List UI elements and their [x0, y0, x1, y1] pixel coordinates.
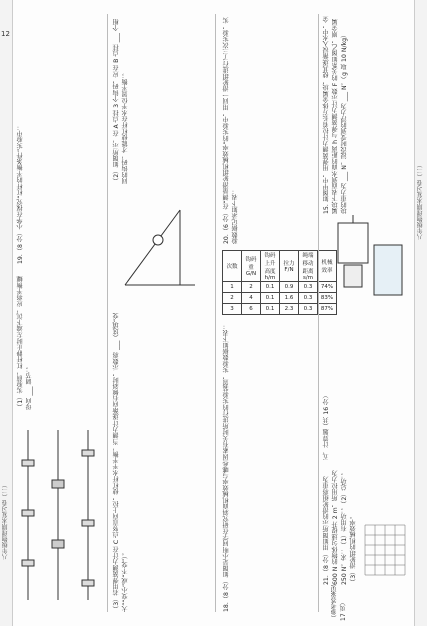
sidebar-right-title: 八年级物理期末复习卷（二）: [417, 162, 424, 240]
table-cell: 0.3: [299, 304, 318, 315]
table-header: 钩码上升高度 h/m: [261, 251, 280, 282]
table-cell: 3: [223, 304, 242, 315]
table-row: [223, 282, 337, 293]
sidebar-left: [0, 0, 13, 626]
column-3: [222, 14, 314, 244]
table-header-row: [223, 251, 337, 282]
table-cell: 0.1: [261, 304, 280, 315]
table-cell: 0.9: [280, 282, 299, 293]
column-text: （1）实验前，杠杆静止时左端下沉，应将平衡螺母向 ___ 调节；: [17, 275, 33, 410]
page-number: 12: [1, 30, 10, 38]
table-cell: 0.1: [261, 282, 280, 293]
column-text: 15. 如图甲中，用弹簧测力计拉着长方体金属块，使其逐渐浸入水中，金属块下表面到水面的距离 h 与弹簧测力计示数 F 的关系如图乙，则金属块的重力为 ___ N，浸没时受到的浮力为 ___ N。（g 取 10 N/kg）: [323, 16, 348, 214]
column-4b: [322, 310, 412, 460]
table-cell: 83%: [318, 293, 337, 304]
table-cell: 0.1: [261, 293, 280, 304]
table-cell: 1.6: [280, 293, 299, 304]
table-cell: 87%: [318, 304, 337, 315]
table-header: 钩码重 G/N: [242, 251, 261, 282]
column-text: 20.（6 分）在“测量滑轮组机械效率”的实验中，用同一滑轮组进行了三次实验，实验数据记录如下表：: [223, 17, 239, 244]
table-cell: 0.3: [299, 282, 318, 293]
column-text: 18.（8 分）如图是小明同学在研究斜面机械效率与哪些因素有关时所进行的实验装置，实验数据如下表：: [223, 323, 230, 612]
column-4: [322, 14, 412, 214]
column-text: 19.（8 分）小华在探究“杠杆的平衡条件”实验中：: [17, 124, 24, 264]
column-text: 五、计算题（共 16 分）: [323, 392, 330, 460]
table-cell: 6: [242, 304, 261, 315]
column-text: （3）若用弹簧测力计在 C 点竖直向上拉，使杠杆水平平衡，当测力计逐渐向右倾斜时，示数将 ___（选填“变大”“变小”或“不变”）。: [113, 312, 129, 612]
table-cell: 4: [242, 293, 261, 304]
spring-scale-figure: [330, 215, 408, 305]
column-2: [112, 14, 212, 184]
table-cell: 74%: [318, 282, 337, 293]
incline-figure: [120, 190, 200, 290]
column-text: （2）如图所示，在 A 点挂 3 个钩码，应在 B 点挂 ___ 个相同的钩码，才能使杠杆在水平位置平衡；: [113, 18, 129, 184]
column-text: 21.（8 分）用如图所示的滑轮组将重为 600 N 的物体匀速提升 2 m，所用拉力为 250 N。求：（1）有用功；（2）总功；（3）滑轮组的机械效率。: [323, 470, 357, 585]
column-1: [16, 14, 104, 264]
table-cell: 2.3: [280, 304, 299, 315]
column-divider: [318, 14, 319, 612]
sidebar-left-title: 八年级物理期末复习卷（二）: [2, 482, 9, 560]
column-1b: [16, 270, 104, 410]
table-cell: 1: [223, 282, 242, 293]
table-cell: 2: [223, 293, 242, 304]
table-header: 绳端移动距离 s/m: [299, 251, 318, 282]
column-3b: [222, 300, 314, 612]
footer-reference: （参考答案见 17 页）: [331, 585, 347, 621]
column-divider: [107, 14, 108, 612]
table-cell: 0.3: [299, 293, 318, 304]
grid-figure: [360, 520, 410, 580]
column-2b: [112, 300, 212, 612]
sidebar-right: [414, 0, 427, 626]
table-header: 次数: [223, 251, 242, 282]
table-header: 机械效率: [318, 251, 337, 282]
column-divider: [215, 14, 216, 612]
table-cell: 2: [242, 282, 261, 293]
table-header: 拉力 F/N: [280, 251, 299, 282]
lever-figures: [18, 420, 104, 610]
